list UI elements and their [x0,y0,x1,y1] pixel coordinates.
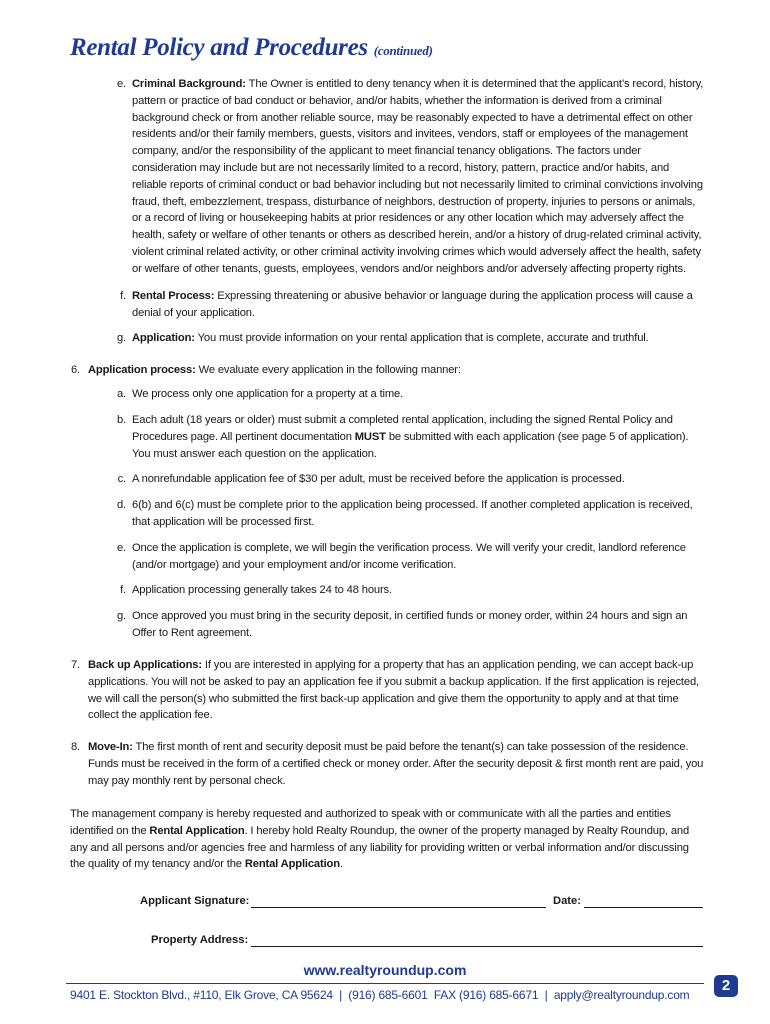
section-move-in [88,739,704,789]
website-link[interactable]: www.realtyroundup.com [303,962,467,978]
s6-b-text-2: be submitted with each application (see page 5 of application). You must answer each question on the application. [132,430,689,460]
section-application-process [88,362,704,379]
s6-item-c: A nonrefundable application fee of $30 per adult, must be received before the application is processed. [132,473,625,485]
closing-text-2: . I hereby hold Realty Roundup, the owner of the property managed by Realty Roundup, and any and all persons and/or agencies free and harmless of any liability for providing written or verbal information and/or discussing the quality of my tenancy and/or the [70,824,690,871]
section-8-label: Move-In: [88,741,133,753]
item-f-marker: f. [120,290,126,302]
footer-contact [70,988,689,1002]
s6-item-d: 6(b) and 6(c) must be complete prior to the application being processed. If another completed application is received, that application will be processed first. [132,499,693,528]
date-label: Date: [553,895,581,907]
footer-email[interactable]: apply@realtyroundup.com [553,988,690,1002]
item-e-marker: e. [116,78,126,90]
section-8-text: The first month of rent and security deposit must be paid before the tenant(s) can take possession of the residence. Funds must be received in the form of a certified check or money order. After the security deposit & first month rent are paid, you may pay monthly rent by personal check. [88,741,704,787]
title-continued: (continued) [373,43,433,58]
property-address-field[interactable] [251,946,703,947]
item-application [132,330,704,347]
s6-b-bold: MUST [354,430,386,443]
closing-text-1: The management company is hereby requested and authorized to speak with or communicate with all the parties and entities identified on the [70,808,671,837]
section-8-marker: 8. [70,741,80,753]
item-g-text: You must provide information on your rental application that is complete, accurate and truthful. [194,332,649,344]
s6-item-b [132,412,704,462]
title-text: Rental Policy and Procedures [70,34,368,61]
s6-g-marker: g. [116,610,126,622]
footer-divider [66,983,704,984]
s6-e-marker: e. [116,542,126,554]
s6-item-f: Application processing generally takes 24 to 48 hours. [132,584,392,596]
s6-a-marker: a. [116,388,126,400]
s6-item-e: Once the application is complete, we will begin the verification process. We will verify your credit, landlord reference (and/or mortgage) and your employment and/or income verification. [132,542,686,571]
item-f-label: Rental Process: [132,290,215,302]
item-criminal-background [132,76,704,278]
item-e-text: The Owner is entitled to deny tenancy when it is determined that the applicant’s record, history, pattern or practice of bad conduct or behavior, and/or habits, whether the information is derived from a criminal background check or from another reliable source, may be reasonably expected to have a detrimental effect on other residents and/or their family members, guests, visitors and invitees, vendors, staff or employees of the management company, and/or the responsibility of the applicant to meet financial tenancy obligations. The factors under consideration may include but are not necessarily limited to a record, history, pattern, practice and/or habits, and reliable reports of criminal conduct or bad behavior including but not necessarily limited to criminal convictions involving fraud, theft, embezzlement, trespass, disturbance of neighbors, destruction of property, injuries to persons or animals, or a record of living or housekeeping habits at prior residences or any other location which may adversely affect the health, safety or welfare of other tenants or others as described herein, and/or a history of drug-related criminal activity, violent criminal related activity, or other criminal activity involving crimes which would adversely affect the health, safety or welfare of other tenants, guests, employees, vendors and/or neighbors and/or adversely affecting property rights. [132,78,704,275]
property-address-label: Property Address: [151,934,249,946]
closing-bold-2: Rental Application [244,858,340,871]
page-number-badge: 2 [714,975,738,997]
section-7-text: If you are interested in applying for a property that has an application pending, we can accept back-up applications. You will not be asked to pay an application fee if you submit a backup application. If the first application is rejected, we will call the person(s) who submitted the first back-up application and give them the opportunity to apply and at that time collect the application fee. [88,659,699,722]
closing-text-3: . [339,858,343,871]
s6-d-marker: d. [116,499,126,511]
footer-address: 9401 E. Stockton Blvd., #110, Elk Grove, CA 95624 [70,988,333,1002]
closing-bold-1: Rental Application [149,824,245,837]
footer-separator: | [339,988,343,1002]
s6-b-marker: b. [116,414,126,426]
section-6-text: We evaluate every application in the following manner: [195,364,461,376]
s6-item-a: We process only one application for a property at a time. [132,388,404,400]
section-7-marker: 7. [70,659,80,671]
applicant-signature-field[interactable] [251,907,546,908]
footer-fax: FAX (916) 685-6671 [433,988,539,1002]
section-7-label: Back up Applications: [88,659,202,671]
section-6-marker: 6. [70,364,80,376]
footer-phone: (916) 685-6601 [348,988,428,1002]
s6-c-marker: c. [117,473,126,485]
section-6-label: Application process: [88,364,196,376]
s6-b-text-1: Each adult (18 years or older) must submit a completed rental application, including the signed Rental Policy and Procedures page. All pertinent documentation [132,414,673,443]
item-f-text: Expressing threatening or abusive behavior or language during the application process will cause a denial of your application. [132,290,693,319]
footer-separator: | [544,988,548,1002]
page-title [70,34,433,62]
s6-item-g: Once approved you must bring in the security deposit, in certified funds or money order, within 24 hours and sign an Offer to Rent agreement. [132,610,688,639]
applicant-signature-label: Applicant Signature: [140,895,250,907]
item-rental-process [132,288,704,322]
item-g-label: Application: [132,332,195,344]
section-backup-applications [88,657,704,724]
item-e-label: Criminal Background: [132,78,246,90]
item-g-marker: g. [116,332,126,344]
authorization-paragraph [70,806,704,873]
date-field[interactable] [584,907,703,908]
s6-f-marker: f. [120,584,126,596]
